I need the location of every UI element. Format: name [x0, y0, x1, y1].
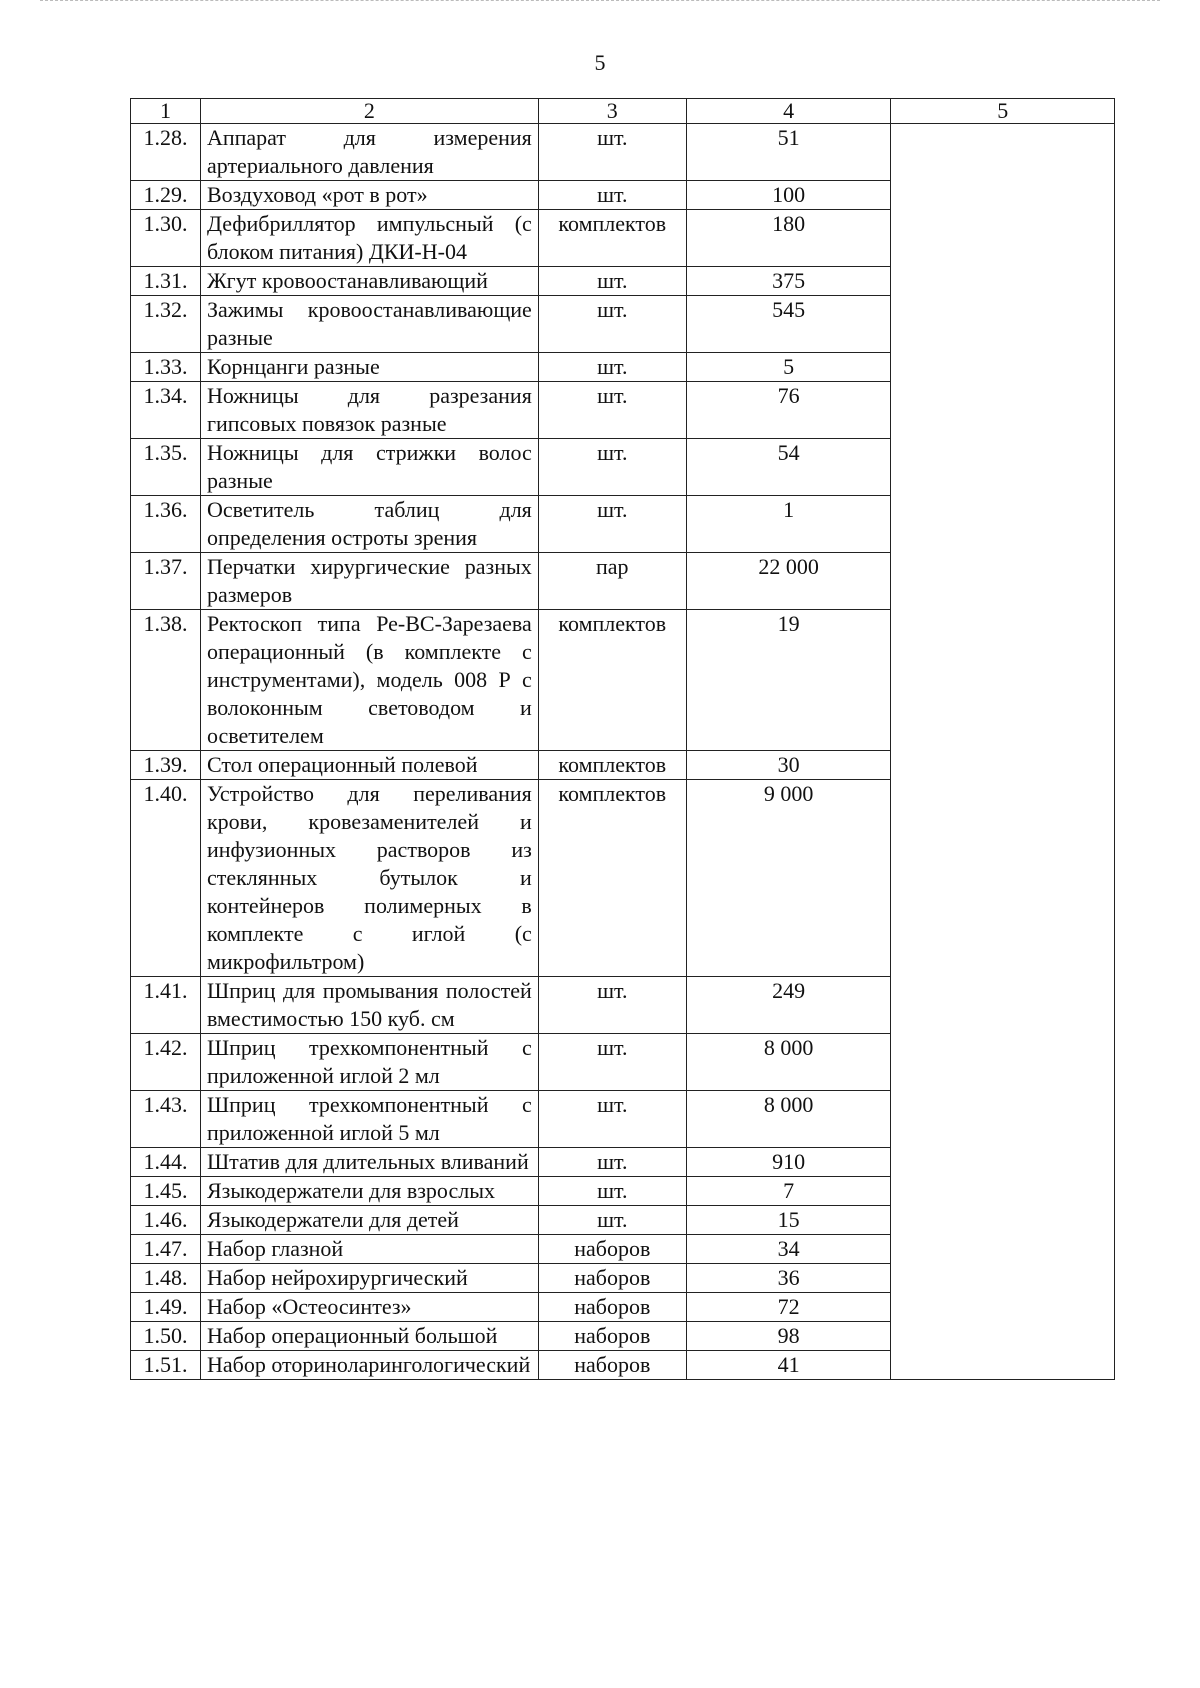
notes-column-cell: [891, 124, 1115, 1380]
table-header-row: [131, 99, 1115, 124]
header-col-1: 1: [131, 99, 201, 124]
item-name: Осветитель таблиц для определения остроты зрения: [200, 496, 538, 553]
header-col-3: 3: [538, 99, 686, 124]
item-name: Штатив для длительных вливаний: [200, 1148, 538, 1177]
item-name: Корнцанги разные: [200, 353, 538, 382]
item-unit: наборов: [538, 1351, 686, 1380]
row-number: 1.39.: [131, 751, 201, 780]
item-unit: комплектов: [538, 610, 686, 751]
item-name: Языкодержатели для взрослых: [200, 1177, 538, 1206]
row-number: 1.40.: [131, 780, 201, 977]
item-name: Перчатки хирургические разных размеров: [200, 553, 538, 610]
item-name: Ножницы для разрезания гипсовых повязок разные: [200, 382, 538, 439]
item-name: Жгут кровоостанавливающий: [200, 267, 538, 296]
row-number: 1.42.: [131, 1034, 201, 1091]
item-unit: шт.: [538, 496, 686, 553]
item-quantity: 9 000: [686, 780, 891, 977]
item-unit: наборов: [538, 1235, 686, 1264]
header-col-2: 2: [200, 99, 538, 124]
scan-edge: [40, 0, 1160, 3]
row-number: 1.48.: [131, 1264, 201, 1293]
item-name: Шприц для промывания полостей вместимостью 150 куб. см: [200, 977, 538, 1034]
row-number: 1.49.: [131, 1293, 201, 1322]
item-unit: шт.: [538, 353, 686, 382]
item-quantity: 249: [686, 977, 891, 1034]
row-number: 1.30.: [131, 210, 201, 267]
item-unit: наборов: [538, 1293, 686, 1322]
item-name: Шприц трехкомпонентный с приложенной иглой 2 мл: [200, 1034, 538, 1091]
item-quantity: 98: [686, 1322, 891, 1351]
item-name: Воздуховод «рот в рот»: [200, 181, 538, 210]
row-number: 1.51.: [131, 1351, 201, 1380]
item-unit: шт.: [538, 977, 686, 1034]
item-name: Аппарат для измерения артериального давления: [200, 124, 538, 181]
item-unit: шт.: [538, 1177, 686, 1206]
item-name: Языкодержатели для детей: [200, 1206, 538, 1235]
item-quantity: 910: [686, 1148, 891, 1177]
item-quantity: 375: [686, 267, 891, 296]
page-number: 5: [594, 50, 606, 75]
item-unit: наборов: [538, 1264, 686, 1293]
header-col-4: 4: [686, 99, 891, 124]
item-quantity: 76: [686, 382, 891, 439]
item-unit: шт.: [538, 267, 686, 296]
item-name: Ректоскоп типа Ре-ВС-Зарезаева операционный (в комплекте с инструментами), модель 008 Р с волоконным световодом и осветителем: [200, 610, 538, 751]
row-number: 1.31.: [131, 267, 201, 296]
item-name: Дефибриллятор импульсный (с блоком питания) ДКИ-Н-04: [200, 210, 538, 267]
item-quantity: 19: [686, 610, 891, 751]
item-quantity: 8 000: [686, 1091, 891, 1148]
table-body: [131, 124, 1115, 1380]
item-name: Набор операционный большой: [200, 1322, 538, 1351]
item-unit: шт.: [538, 382, 686, 439]
row-number: 1.46.: [131, 1206, 201, 1235]
item-name: Зажимы кровоостанавливающие разные: [200, 296, 538, 353]
item-name: Набор оториноларингологический: [200, 1351, 538, 1380]
item-name: Набор «Остеосинтез»: [200, 1293, 538, 1322]
item-quantity: 34: [686, 1235, 891, 1264]
item-quantity: 5: [686, 353, 891, 382]
item-unit: шт.: [538, 1148, 686, 1177]
item-unit: шт.: [538, 1091, 686, 1148]
row-number: 1.36.: [131, 496, 201, 553]
item-unit: комплектов: [538, 751, 686, 780]
row-number: 1.37.: [131, 553, 201, 610]
item-quantity: 51: [686, 124, 891, 181]
item-unit: шт.: [538, 124, 686, 181]
item-quantity: 22 000: [686, 553, 891, 610]
row-number: 1.34.: [131, 382, 201, 439]
item-name: Набор глазной: [200, 1235, 538, 1264]
item-quantity: 1: [686, 496, 891, 553]
item-name: Шприц трехкомпонентный с приложенной иглой 5 мл: [200, 1091, 538, 1148]
item-name: Ножницы для стрижки волос разные: [200, 439, 538, 496]
item-name: Набор нейрохирургический: [200, 1264, 538, 1293]
row-number: 1.32.: [131, 296, 201, 353]
row-number: 1.44.: [131, 1148, 201, 1177]
row-number: 1.33.: [131, 353, 201, 382]
row-number: 1.45.: [131, 1177, 201, 1206]
item-unit: шт.: [538, 1206, 686, 1235]
item-unit: комплектов: [538, 210, 686, 267]
item-unit: шт.: [538, 181, 686, 210]
row-number: 1.38.: [131, 610, 201, 751]
item-name: Стол операционный полевой: [200, 751, 538, 780]
row-number: 1.43.: [131, 1091, 201, 1148]
item-quantity: 30: [686, 751, 891, 780]
item-quantity: 100: [686, 181, 891, 210]
item-quantity: 36: [686, 1264, 891, 1293]
item-unit: пар: [538, 553, 686, 610]
header-col-5: 5: [891, 99, 1115, 124]
item-quantity: 545: [686, 296, 891, 353]
row-number: 1.29.: [131, 181, 201, 210]
row-number: 1.35.: [131, 439, 201, 496]
item-quantity: 180: [686, 210, 891, 267]
item-unit: шт.: [538, 296, 686, 353]
item-quantity: 41: [686, 1351, 891, 1380]
item-name: Устройство для переливания крови, кровезаменителей и инфузионных растворов из стеклянных бутылок и контейнеров полимерных в комплекте с иглой (с микрофильтром): [200, 780, 538, 977]
row-number: 1.50.: [131, 1322, 201, 1351]
item-unit: шт.: [538, 439, 686, 496]
item-unit: шт.: [538, 1034, 686, 1091]
row-number: 1.47.: [131, 1235, 201, 1264]
item-quantity: 72: [686, 1293, 891, 1322]
item-unit: комплектов: [538, 780, 686, 977]
item-quantity: 54: [686, 439, 891, 496]
item-unit: наборов: [538, 1322, 686, 1351]
item-quantity: 15: [686, 1206, 891, 1235]
equipment-table: [130, 98, 1115, 1380]
table-row: [131, 124, 1115, 181]
item-quantity: 8 000: [686, 1034, 891, 1091]
row-number: 1.28.: [131, 124, 201, 181]
item-quantity: 7: [686, 1177, 891, 1206]
row-number: 1.41.: [131, 977, 201, 1034]
